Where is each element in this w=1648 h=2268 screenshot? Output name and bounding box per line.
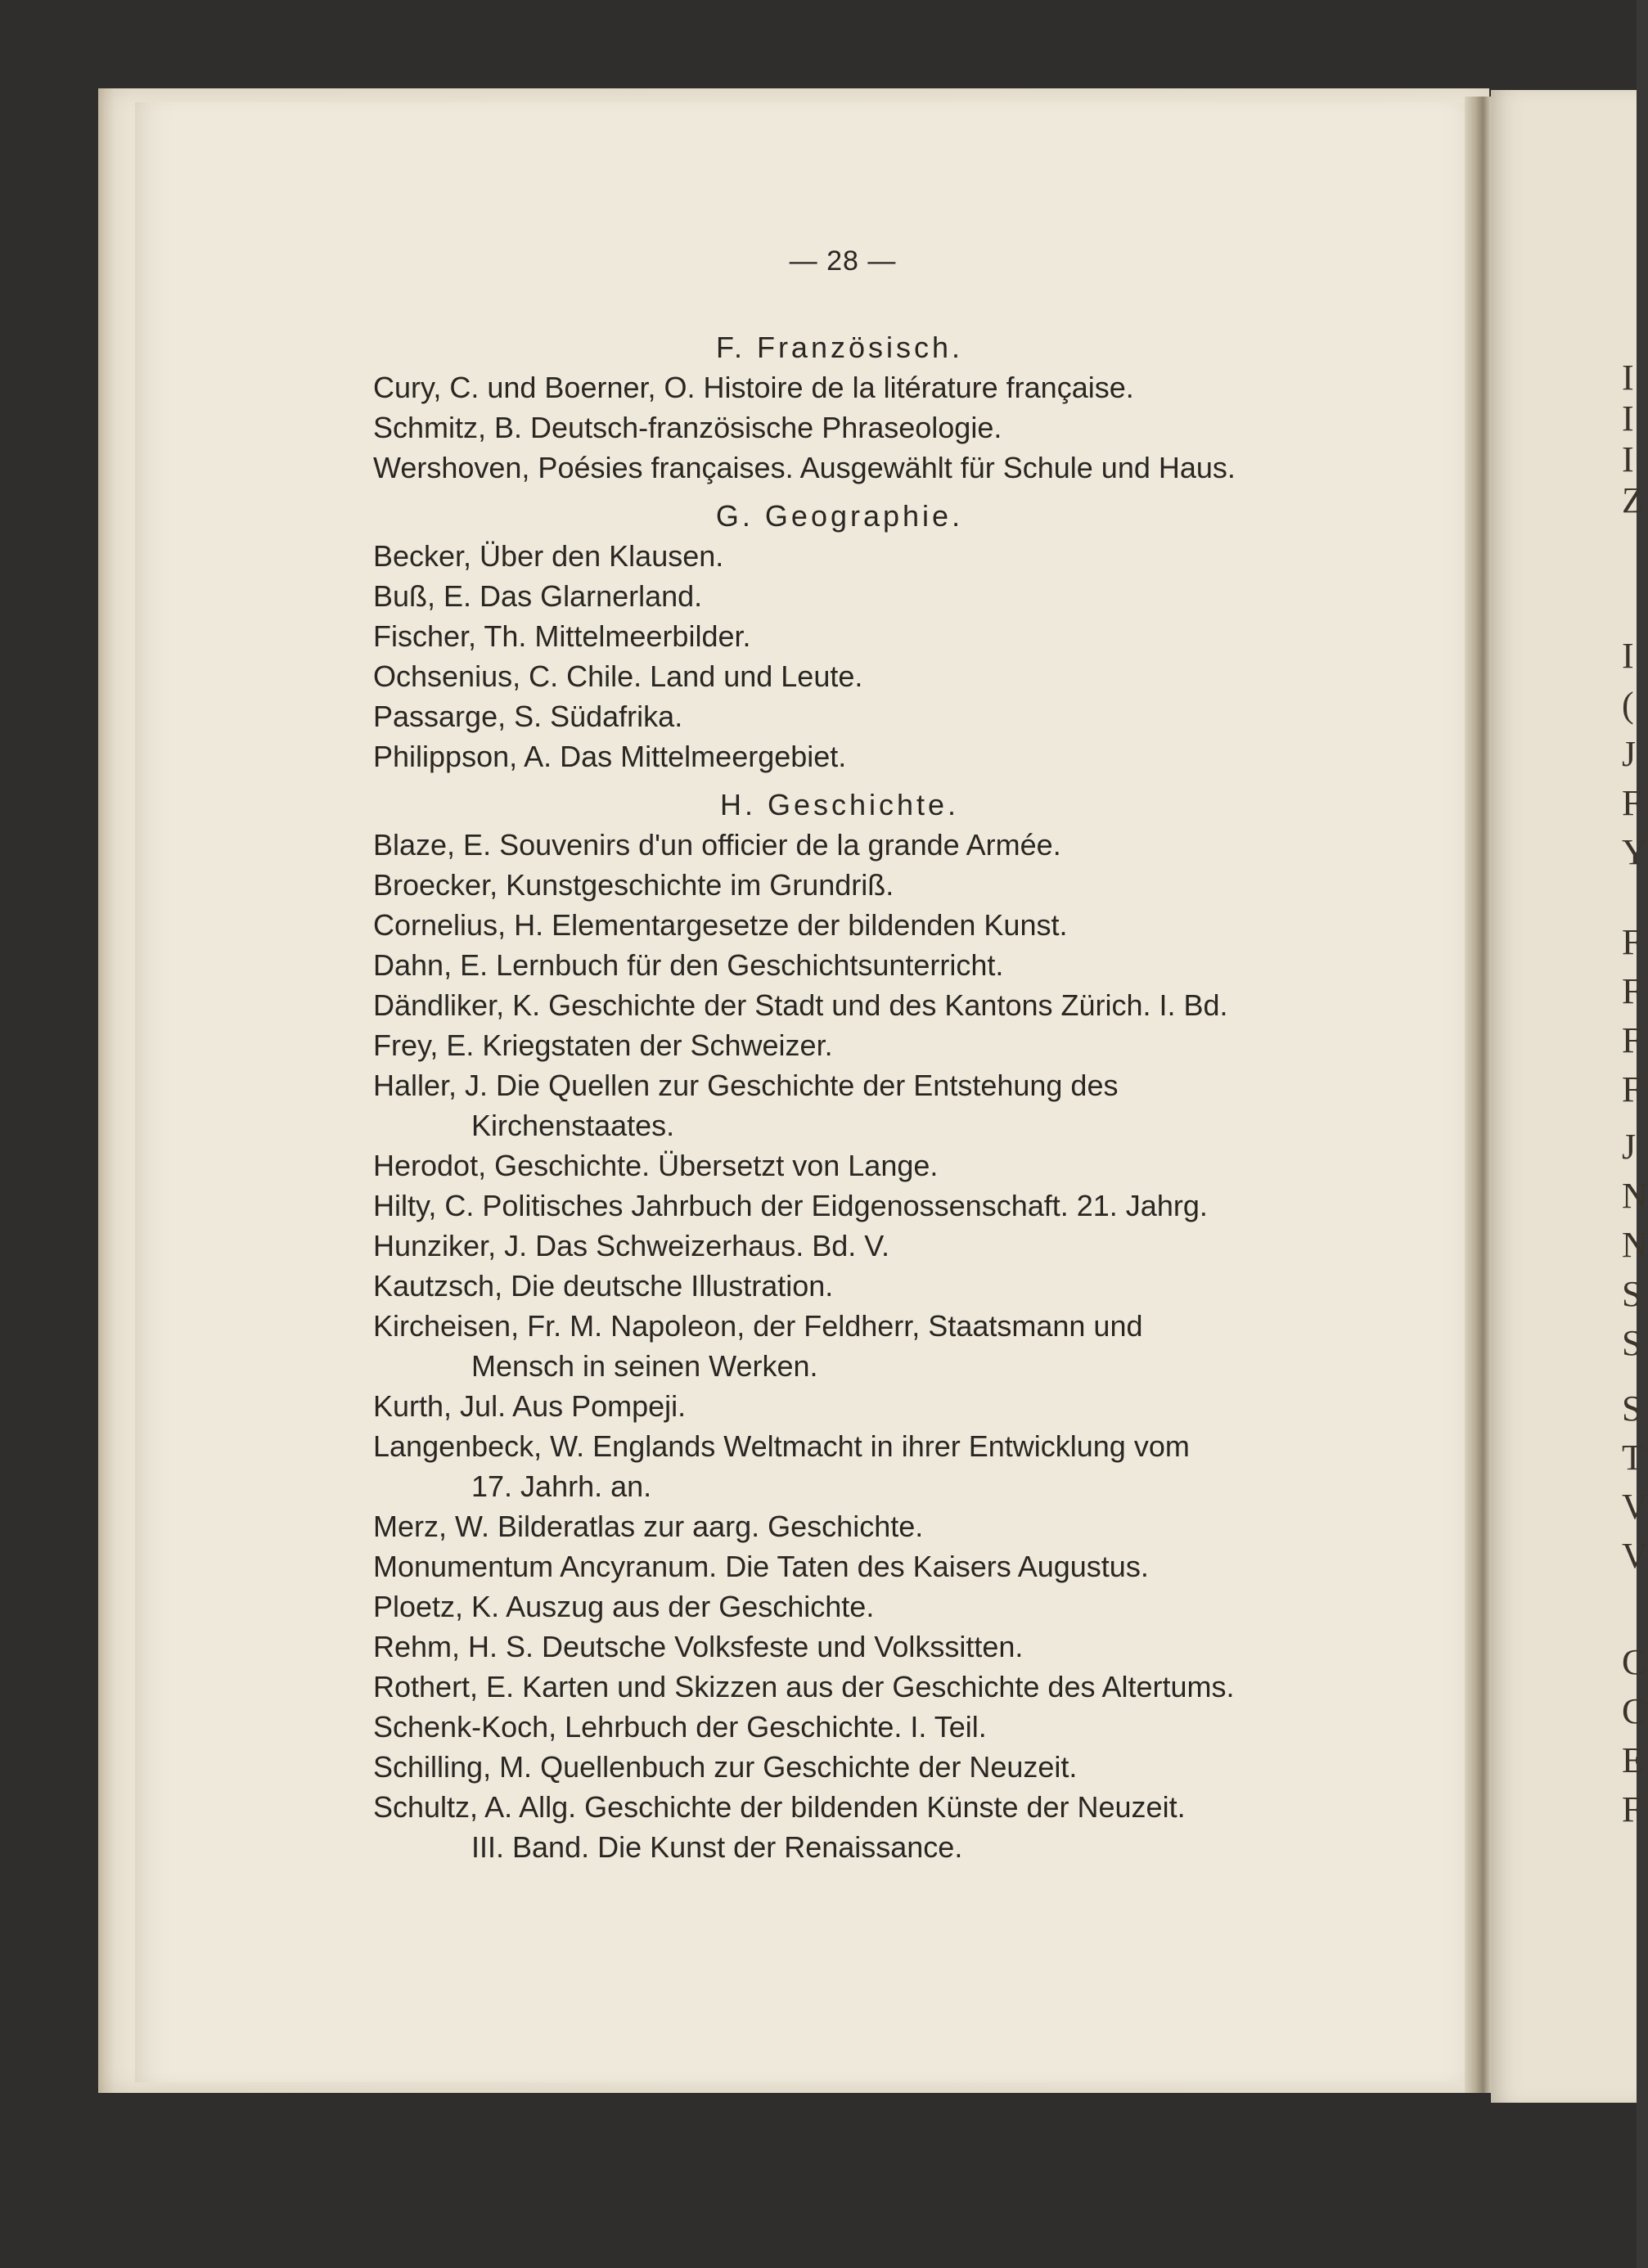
list-item	[373, 1747, 1339, 1787]
list-item	[373, 656, 1339, 696]
entry-text: Schmitz, B. Deutsch-französische Phraseologie.	[373, 411, 1002, 444]
list-item	[373, 1306, 1339, 1386]
entry-text: Buß, E. Das Glarnerland.	[373, 579, 703, 613]
entry-text: Ploetz, K. Auszug aus der Geschichte.	[373, 1590, 875, 1623]
facing-page-glyph: S	[1622, 1274, 1642, 1314]
list-item	[373, 367, 1339, 407]
list-item	[373, 1506, 1339, 1546]
list-item	[373, 448, 1339, 488]
facing-page-glyph: I	[1622, 636, 1634, 676]
entry-text: Schenk-Koch, Lehrbuch der Geschichte. I. Teil.	[373, 1710, 987, 1744]
entry-continuation: Kirchenstaates.	[471, 1109, 675, 1142]
facing-page-glyph: Y	[1622, 832, 1648, 872]
entry-text: Haller, J. Die Quellen zur Geschichte der Entstehung des	[373, 1069, 1119, 1102]
entry-text: Fischer, Th. Mittelmeerbilder.	[373, 619, 751, 653]
entry-text: Hilty, C. Politisches Jahrbuch der Eidgenossenschaft. 21. Jahrg.	[373, 1189, 1208, 1222]
entry-text: Kautzsch, Die deutsche Illustration.	[373, 1269, 834, 1303]
entry-continuation: 17. Jahrh. an.	[471, 1469, 652, 1503]
facing-page-glyph: F	[1622, 971, 1642, 1011]
list-item	[373, 1386, 1339, 1426]
list-item	[373, 1025, 1339, 1065]
section-heading: G. Geographie.	[715, 499, 964, 533]
entry-text: Rehm, H. S. Deutsche Volksfeste und Volkssitten.	[373, 1630, 1024, 1663]
list-item	[373, 865, 1339, 905]
facing-page-glyph: T	[1622, 1438, 1644, 1478]
facing-page-glyph: F	[1622, 1069, 1642, 1109]
list-item	[373, 1586, 1339, 1627]
facing-page-glyph: C	[1622, 1642, 1646, 1682]
list-item	[373, 616, 1339, 656]
entry-text: Monumentum Ancyranum. Die Taten des Kaisers Augustus.	[373, 1550, 1149, 1583]
list-item	[373, 985, 1339, 1025]
section-heading: H. Geschichte.	[719, 788, 960, 821]
entry-text: Schilling, M. Quellenbuch zur Geschichte der Neuzeit.	[373, 1750, 1078, 1784]
list-item	[373, 905, 1339, 945]
entry-text: Broecker, Kunstgeschichte im Grundriß.	[373, 868, 894, 902]
facing-page-glyph: F	[1622, 922, 1642, 962]
list-item	[373, 1065, 1339, 1145]
list-item	[373, 1627, 1339, 1667]
facing-page-edge	[1491, 90, 1648, 2103]
section	[373, 496, 1339, 776]
facing-page-glyph: I	[1622, 439, 1634, 479]
book-spine	[1465, 97, 1491, 2093]
entry-text: Wershoven, Poésies françaises. Ausgewählt für Schule und Haus.	[373, 451, 1236, 484]
facing-page-glyph: E	[1622, 1740, 1644, 1780]
facing-page-glyph: N	[1622, 1176, 1648, 1216]
section	[373, 327, 1339, 488]
list-item	[373, 1266, 1339, 1306]
facing-page-glyph: I	[1622, 398, 1634, 439]
facing-page-glyph: (	[1622, 685, 1634, 725]
list-item	[373, 1546, 1339, 1586]
entry-text: Cury, C. und Boerner, O. Histoire de la litérature française.	[373, 371, 1134, 404]
entry-text: Frey, E. Kriegstaten der Schweizer.	[373, 1028, 833, 1062]
book-list	[373, 327, 1339, 1867]
facing-page-glyph: S	[1622, 1323, 1642, 1363]
list-item	[373, 536, 1339, 576]
entry-text: Hunziker, J. Das Schweizerhaus. Bd. V.	[373, 1229, 889, 1262]
list-item	[373, 1707, 1339, 1747]
list-item	[373, 1667, 1339, 1707]
entry-text: Philippson, A. Das Mittelmeergebiet.	[373, 740, 847, 773]
entry-text: Cornelius, H. Elementargesetze der bildenden Kunst.	[373, 908, 1068, 942]
facing-page-glyph: J	[1622, 734, 1637, 774]
entry-text: Blaze, E. Souvenirs d'un officier de la grande Armée.	[373, 828, 1061, 862]
facing-page-glyph: F	[1622, 783, 1642, 823]
entry-text: Dändliker, K. Geschichte der Stadt und des Kantons Zürich. I. Bd.	[373, 988, 1228, 1022]
section-heading: F. Französisch.	[715, 331, 964, 364]
facing-page-glyph: V	[1622, 1536, 1648, 1576]
list-item	[373, 736, 1339, 776]
entry-text: Schultz, A. Allg. Geschichte der bildenden Künste der Neuzeit.	[373, 1790, 1186, 1824]
facing-page-glyph: F	[1622, 1020, 1642, 1060]
entry-text: Herodot, Geschichte. Übersetzt von Lange.	[373, 1149, 939, 1182]
list-item	[373, 1226, 1339, 1266]
section	[373, 785, 1339, 1867]
facing-page-glyph: F	[1622, 1789, 1642, 1829]
entry-text: Kurth, Jul. Aus Pompeji.	[373, 1389, 687, 1423]
entry-text: Rothert, E. Karten und Skizzen aus der Geschichte des Altertums.	[373, 1670, 1235, 1703]
entry-text: Merz, W. Bilderatlas zur aarg. Geschichte.	[373, 1510, 924, 1543]
list-item	[373, 945, 1339, 985]
entry-text: Passarge, S. Südafrika.	[373, 700, 683, 733]
facing-page-glyph: S	[1622, 1388, 1642, 1429]
list-item	[373, 696, 1339, 736]
facing-page-glyph: I	[1622, 358, 1634, 398]
facing-page-glyph: V	[1622, 1487, 1648, 1527]
entry-text: Ochsenius, C. Chile. Land und Leute.	[373, 659, 863, 693]
list-item	[373, 1787, 1339, 1867]
list-item	[373, 1145, 1339, 1186]
facing-page-glyph: J	[1622, 1127, 1637, 1167]
entry-continuation: Mensch in seinen Werken.	[471, 1349, 818, 1383]
entry-text: Langenbeck, W. Englands Weltmacht in ihrer Entwicklung vom	[373, 1429, 1190, 1463]
entry-continuation: III. Band. Die Kunst der Renaissance.	[471, 1830, 963, 1864]
list-item	[373, 1186, 1339, 1226]
facing-page-glyph: N	[1622, 1225, 1648, 1265]
facing-page-glyph: Z	[1622, 480, 1644, 520]
entry-text: Kircheisen, Fr. M. Napoleon, der Feldherr, Staatsmann und	[373, 1309, 1143, 1343]
facing-page-glyph: C	[1622, 1691, 1646, 1731]
page-number: — 28 —	[789, 245, 897, 277]
list-item	[373, 407, 1339, 448]
list-item	[373, 1426, 1339, 1506]
entry-text: Dahn, E. Lernbuch für den Geschichtsunterricht.	[373, 948, 1004, 982]
entry-text: Becker, Über den Klausen.	[373, 539, 724, 573]
list-item	[373, 825, 1339, 865]
list-item	[373, 576, 1339, 616]
